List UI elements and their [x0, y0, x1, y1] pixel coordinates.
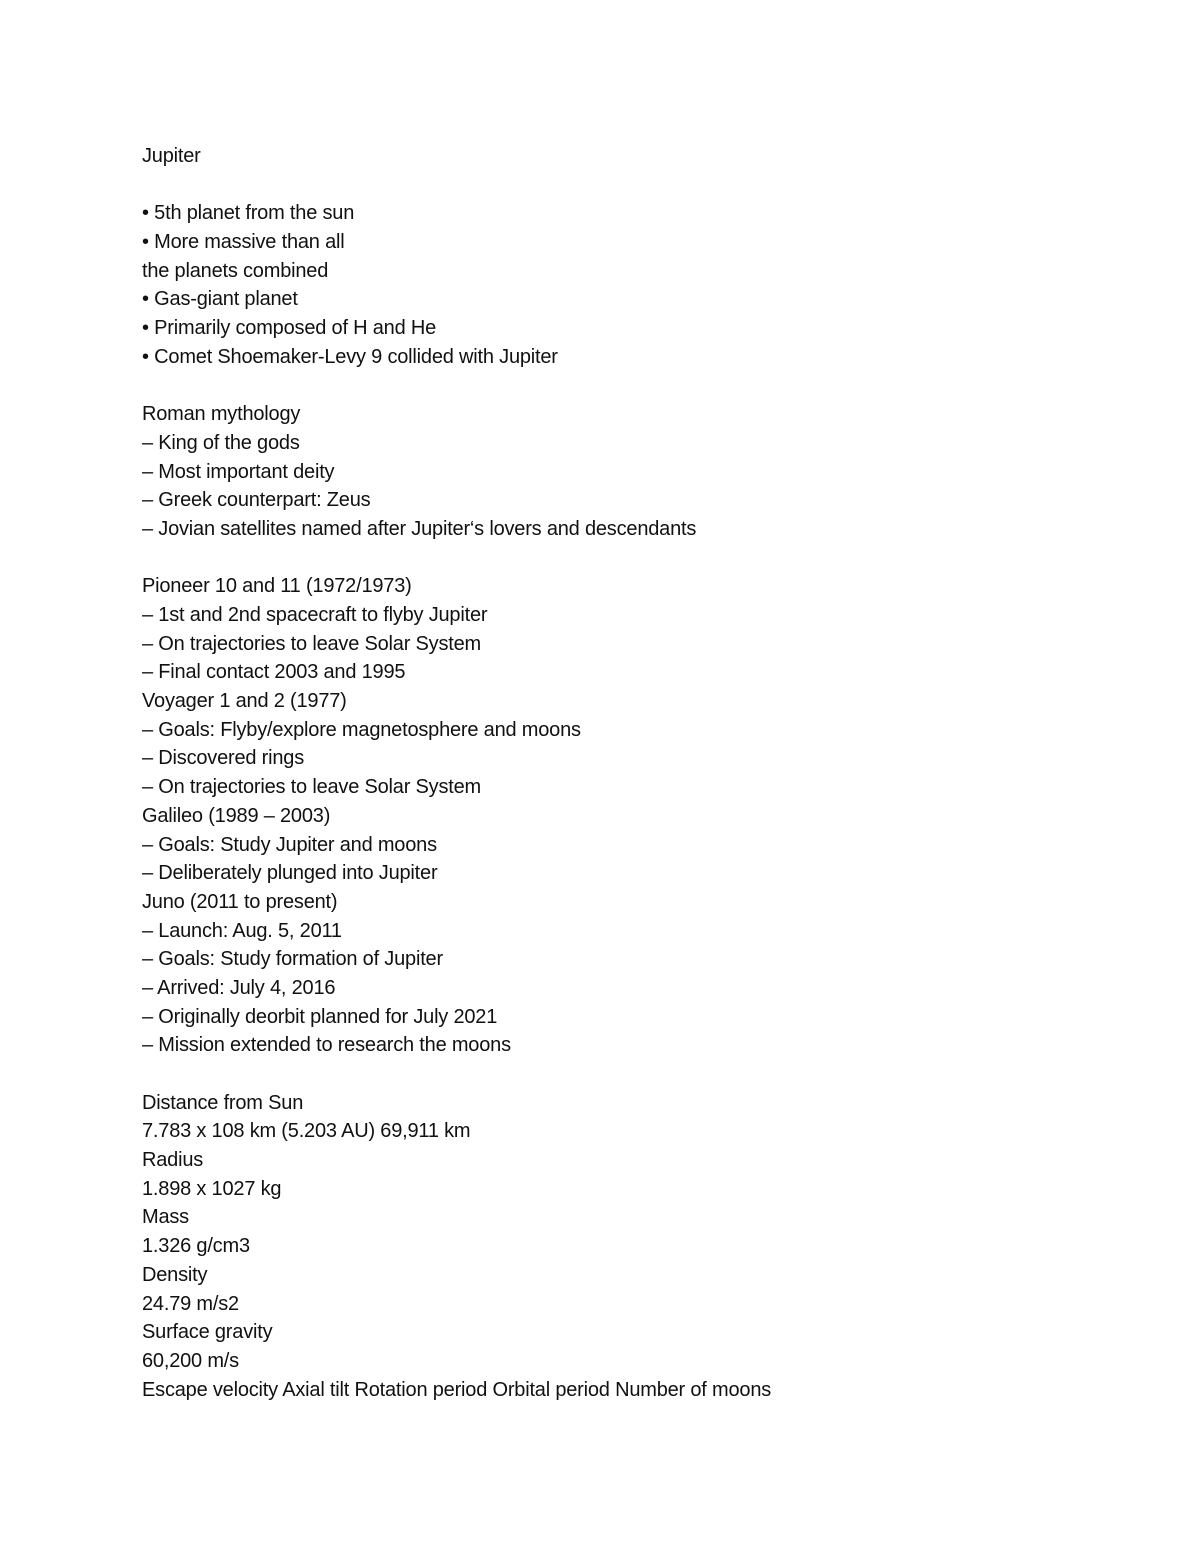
dash-item: – Launch: Aug. 5, 2011: [142, 919, 342, 942]
bullet-item: • More massive than all: [142, 231, 345, 254]
stat-value: 1.326 g/cm3: [142, 1235, 250, 1258]
dash-item: – Greek counterpart: Zeus: [142, 489, 371, 512]
dash-item: – Arrived: July 4, 2016: [142, 976, 336, 999]
dash-item: – Originally deorbit planned for July 2021: [142, 1005, 498, 1028]
stat-value: 1.898 x 1027 kg: [142, 1177, 282, 1200]
document-title: Jupiter: [142, 145, 201, 167]
blank-line: [142, 372, 1142, 401]
bullet-item: • Primarily composed of H and He: [142, 317, 437, 340]
dash-item: – Goals: Study Jupiter and moons: [142, 833, 437, 856]
dash-item: – Goals: Study formation of Jupiter: [142, 948, 443, 971]
stat-label: Escape velocity Axial tilt Rotation period Orbital period Number of moons: [142, 1378, 772, 1401]
section-heading: Juno (2011 to present): [142, 890, 338, 913]
dash-item: – Jovian satellites named after Jupiter‘s lovers and descendants: [142, 517, 697, 540]
bullet-item: • 5th planet from the sun: [142, 202, 355, 225]
stat-label: Radius: [142, 1149, 204, 1172]
stat-value: 60,200 m/s: [142, 1349, 239, 1372]
document-body: [142, 142, 1142, 1404]
stat-label: Density: [142, 1263, 208, 1286]
bullet-item: • Comet Shoemaker-Levy 9 collided with Jupiter: [142, 345, 558, 368]
stat-label: Mass: [142, 1206, 189, 1229]
section-heading: Roman mythology: [142, 403, 301, 426]
section-heading: Voyager 1 and 2 (1977): [142, 690, 347, 713]
section-heading: Pioneer 10 and 11 (1972/1973): [142, 575, 412, 598]
blank-line: [142, 544, 1142, 573]
dash-item: – Mission extended to research the moons: [142, 1034, 511, 1057]
stat-value: 7.783 x 108 km (5.203 AU) 69,911 km: [142, 1120, 471, 1143]
dash-item: – Discovered rings: [142, 747, 305, 770]
bullet-item: • Gas-giant planet: [142, 288, 298, 311]
dash-item: – Deliberately plunged into Jupiter: [142, 862, 438, 885]
dash-item: – King of the gods: [142, 431, 300, 454]
blank-line: [142, 171, 1142, 200]
dash-item: – 1st and 2nd spacecraft to flyby Jupiter: [142, 604, 488, 626]
dash-item: – Final contact 2003 and 1995: [142, 661, 406, 684]
dash-item: – On trajectories to leave Solar System: [142, 776, 482, 799]
dash-item: – Most important deity: [142, 460, 335, 483]
dash-item: – Goals: Flyby/explore magnetosphere and moons: [142, 718, 581, 741]
blank-line: [142, 1060, 1142, 1089]
text-line: the planets combined: [142, 259, 329, 282]
stat-label: Surface gravity: [142, 1321, 273, 1344]
section-heading: Galileo (1989 – 2003): [142, 804, 331, 827]
dash-item: – On trajectories to leave Solar System: [142, 632, 482, 655]
stat-label: Distance from Sun: [142, 1091, 304, 1114]
stat-value: 24.79 m/s2: [142, 1292, 239, 1315]
